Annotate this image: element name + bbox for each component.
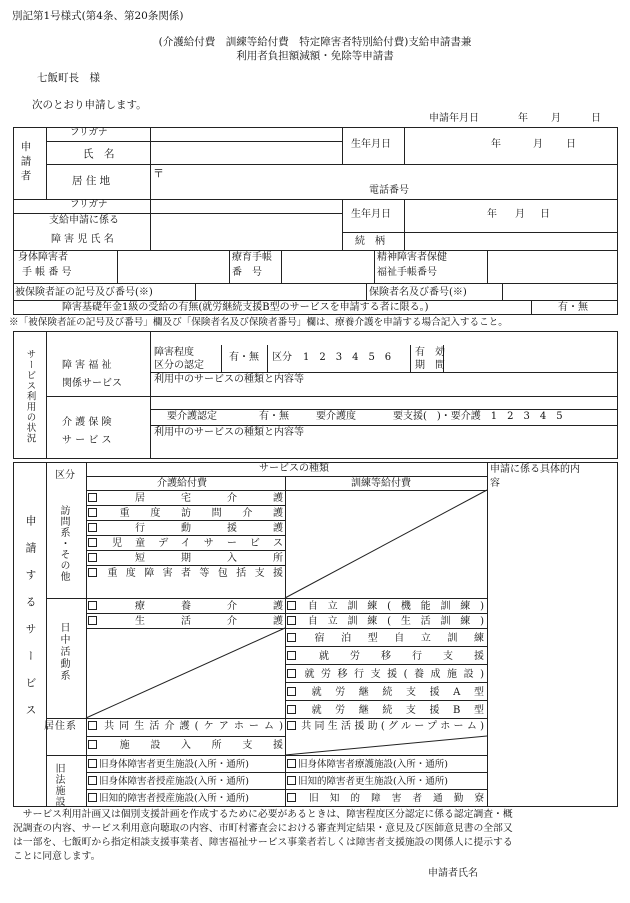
checkbox-item[interactable] — [287, 776, 448, 788]
service-label: 就労継続支援A型 — [298, 687, 484, 698]
ryoiku-handbook-label-1: 療育手帳 — [232, 252, 272, 263]
physical-handbook-label-1: 身体障害者 — [18, 252, 68, 263]
checkbox-item[interactable] — [88, 776, 249, 788]
welfare-label-1: 障 害 福 祉 — [62, 360, 112, 371]
checkbox[interactable] — [287, 601, 296, 610]
child-birth-day: 日 — [540, 209, 550, 220]
mental-handbook-label-2: 福祉手帳番号 — [377, 267, 437, 278]
checkbox[interactable] — [88, 493, 97, 502]
phone-label: 電話番号 — [369, 185, 409, 196]
checkbox-item[interactable] — [88, 523, 283, 535]
service-label: 就労移行支援 — [298, 651, 484, 662]
service-label: 児童デイサービス — [99, 538, 283, 549]
applicant-birth-year: 年 — [491, 139, 501, 150]
old-category-label — [53, 763, 63, 811]
child-furigana-label: フリガナ — [70, 199, 108, 210]
checkbox-item[interactable] — [88, 601, 283, 613]
checkbox[interactable] — [287, 721, 296, 730]
application-day: 日 — [591, 113, 601, 124]
checkbox[interactable] — [88, 568, 97, 577]
service-label: 共同生活介護(ケアホーム) — [99, 721, 283, 732]
service-label: 重度訪問介護 — [99, 508, 283, 519]
checkbox-item[interactable] — [88, 553, 283, 565]
degree-label-1: 障害程度 — [154, 347, 194, 358]
checkbox-item[interactable] — [287, 721, 484, 733]
title-line-2: 利用者負担額減額・免除等申請書 — [236, 50, 394, 62]
welfare-current-label: 利用中のサービスの種類と内容等 — [154, 374, 304, 385]
old-category-text: 旧法施設 — [53, 763, 64, 807]
mental-handbook-label-1: 精神障害者保健 — [377, 252, 447, 263]
applicant-address-label: 居 住 地 — [72, 175, 111, 187]
checkbox-item[interactable] — [88, 721, 283, 733]
ltc-cert-label: 要介護認定 — [167, 411, 217, 422]
child-birth-year: 年 — [487, 209, 497, 220]
service-label: 就労移行支援(養成施設) — [298, 669, 484, 680]
day-category-label: 日中活動系 — [58, 622, 69, 682]
checkbox[interactable] — [88, 616, 97, 625]
checkbox[interactable] — [88, 793, 97, 802]
degree-yes-no: 有・無 — [229, 352, 259, 363]
ltc-level-label: 要介護度 — [316, 411, 356, 422]
checkbox-item[interactable] — [287, 669, 484, 681]
checkbox[interactable] — [88, 721, 97, 730]
applicant-furigana-label: フリガナ — [70, 127, 108, 138]
child-name-label-2: 障 害 児 氏 名 — [51, 234, 114, 245]
service-label: 旧知的障害者更生施設(入所・通所) — [298, 776, 448, 787]
physical-handbook-label-2: 手 帳 番 号 — [22, 267, 72, 278]
pension-options: 有・無 — [558, 302, 588, 313]
checkbox[interactable] — [287, 759, 296, 768]
training-header: 訓練等給付費 — [351, 478, 411, 489]
checkbox[interactable] — [287, 687, 296, 696]
welfare-label-2: 関係サービス — [62, 378, 122, 389]
service-label: 旧知的障害者通勤寮 — [298, 793, 484, 804]
consent-line-1: サービス利用計画又は個別支援計画を作成するために必要があるときは、障害程度区分認定に係る認定調査・概 — [13, 809, 513, 820]
checkbox[interactable] — [287, 705, 296, 714]
service-label: 旧身体障害者更生施設(入所・通所) — [99, 759, 249, 770]
checkbox[interactable] — [88, 759, 97, 768]
ltc-label-1: 介 護 保 険 — [62, 417, 112, 428]
service-label: 短期入所 — [99, 553, 283, 564]
intro-text: 次のとおり申請します。 — [32, 99, 147, 111]
checkbox-item[interactable] — [88, 538, 283, 550]
checkbox-item[interactable] — [287, 793, 484, 805]
child-birthdate-label: 生年月日 — [351, 209, 391, 220]
checkbox-item[interactable] — [88, 740, 283, 752]
requested-side-label: 申請するサービス — [24, 515, 37, 731]
ltc-yes-no: 有・無 — [259, 411, 289, 422]
checkbox[interactable] — [287, 793, 296, 802]
checkbox[interactable] — [287, 616, 296, 625]
service-label: 生活介護 — [99, 616, 283, 627]
pension-label: 障害基礎年金1級の受給の有無(就労継続支援B型のサービスを申請する者に限る。) — [62, 302, 429, 313]
period-label-1: 有 効 — [415, 347, 445, 358]
child-birth-month: 月 — [515, 209, 525, 220]
detail-header-1: 申請に係る具体的内 — [490, 464, 580, 475]
checkbox[interactable] — [287, 776, 296, 785]
service-label: 自立訓練(生活訓練) — [298, 616, 484, 627]
service-label: 旧身体障害者療護施設(入所・通所) — [298, 759, 448, 770]
category-header: 区分 — [55, 470, 75, 481]
ryoiku-handbook-label-2: 番 号 — [232, 267, 262, 278]
relation-label: 続 柄 — [355, 236, 385, 247]
applicant-birthdate-label: 生年月日 — [351, 139, 391, 150]
checkbox-item[interactable] — [287, 651, 484, 663]
checkbox[interactable] — [287, 669, 296, 678]
service-label: 重度障害者等包括支援 — [99, 568, 283, 579]
service-label: 行動援護 — [99, 523, 283, 534]
application-month: 月 — [551, 113, 561, 124]
insurance-note: ※「被保険者証の記号及び番号」欄及び「保険者名及び保険者番号」欄は、療養介護を申請する場合記入すること。 — [9, 317, 508, 328]
checkbox-item[interactable] — [88, 493, 283, 505]
usage-side-label: サービス利用の状況 — [24, 349, 36, 444]
grade-label: 区分 — [272, 352, 292, 363]
checkbox-item[interactable] — [287, 759, 448, 771]
checkbox[interactable] — [88, 538, 97, 547]
visit-category-label: 訪問系・その他 — [58, 505, 69, 582]
consent-line-3: は一部を、七飯町から指定相談支援事業者、障害福祉サービス事業者若しくは障害者支援施設の関係人に提示する — [13, 837, 513, 848]
postal-mark: 〒 — [153, 167, 164, 180]
form-number: 別記第1号様式(第4条、第20条関係) — [12, 10, 184, 22]
residence-category-label: 居住系 — [44, 721, 77, 732]
ltc-label-2: サ ー ビ ス — [62, 435, 112, 446]
ltc-current-label: 利用中のサービスの種類と内容等 — [154, 427, 304, 438]
period-label-2: 期 間 — [415, 360, 445, 371]
ltc-level-options: 要支援( )・要介護 1 2 3 4 5 — [393, 411, 563, 422]
checkbox-item[interactable] — [287, 616, 484, 628]
application-date-label: 申請年月日 — [429, 113, 479, 124]
care-header: 介護給付費 — [157, 478, 207, 489]
checkbox[interactable] — [88, 508, 97, 517]
service-label: 就労継続支援B型 — [298, 705, 484, 716]
detail-header-2: 容 — [490, 478, 500, 489]
checkbox-item[interactable] — [88, 759, 249, 771]
consent-line-4: ことに同意します。 — [13, 851, 101, 862]
checkbox-item[interactable] — [287, 687, 484, 699]
service-label: 自立訓練(機能訓練) — [298, 601, 484, 612]
checkbox-item[interactable] — [287, 601, 484, 613]
type-header: サービスの種類 — [259, 463, 329, 474]
checkbox[interactable] — [287, 633, 296, 642]
insurance-card-label: 被保険者証の記号及び番号(※) — [15, 287, 153, 298]
child-name-label-1: 支給申請に係る — [49, 215, 119, 226]
checkbox-item[interactable] — [88, 793, 249, 805]
checkbox[interactable] — [88, 523, 97, 532]
service-label: 居宅介護 — [99, 493, 283, 504]
applicant-name-label: 氏 名 — [83, 148, 115, 160]
service-label: 宿泊型自立訓練 — [298, 633, 484, 644]
application-year: 年 — [518, 113, 528, 124]
checkbox-item[interactable] — [88, 568, 283, 580]
applicant-side-label: 申請者 — [19, 141, 32, 185]
addressee: 七飯町長 様 — [37, 72, 100, 84]
checkbox[interactable] — [88, 776, 97, 785]
checkbox[interactable] — [88, 740, 97, 749]
service-label: 療養介護 — [99, 601, 283, 612]
checkbox[interactable] — [88, 601, 97, 610]
insurer-label: 保険者名及び番号(※) — [369, 287, 467, 298]
service-label: 共同生活援助(グループホーム) — [298, 721, 484, 732]
grade-options: 1 2 3 4 5 6 — [303, 352, 392, 363]
service-label: 旧知的障害者授産施設(入所・通所) — [99, 793, 249, 804]
consent-line-2: 況調査の内容、サービス利用意向聴取の内容、市町村審査会における審査判定結果・意見及び医師意見書の全部又 — [13, 823, 513, 834]
title-line-1: (介護給付費 訓練等給付費 特定障害者特別給付費)支給申請書兼 — [158, 36, 472, 48]
service-label: 旧身体障害者授産施設(入所・通所) — [99, 776, 249, 787]
checkbox[interactable] — [88, 553, 97, 562]
checkbox[interactable] — [287, 651, 296, 660]
applicant-birth-month: 月 — [533, 139, 543, 150]
degree-label-2: 区分の認定 — [154, 360, 204, 371]
checkbox-item[interactable] — [88, 616, 283, 628]
checkbox-item[interactable] — [287, 633, 484, 645]
service-label: 施設入所支援 — [99, 740, 283, 751]
applicant-birth-day: 日 — [566, 139, 576, 150]
checkbox-item[interactable] — [88, 508, 283, 520]
signature-label: 申請者氏名 — [428, 868, 478, 879]
checkbox-item[interactable] — [287, 705, 484, 717]
